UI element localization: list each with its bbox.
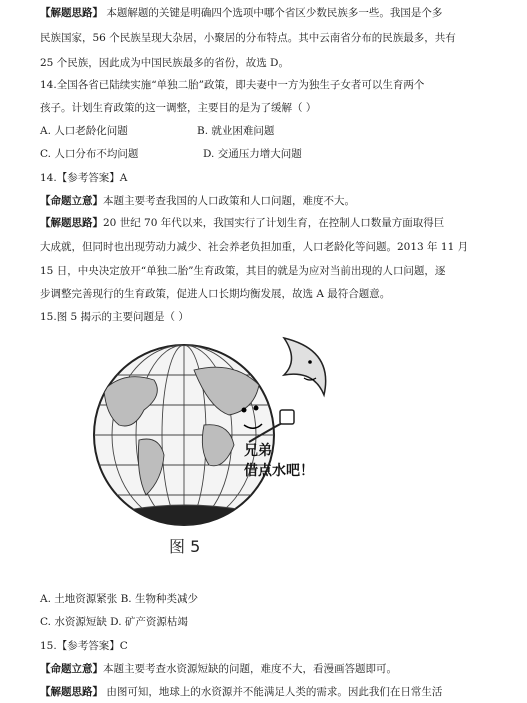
speech-line2: 借点水吧！ <box>244 463 314 479</box>
analysis-text: 20 世纪 70 年代以来，我国实行了计划生育，在控制人口数量方面取得巨 <box>103 217 445 229</box>
intent-text: 本题主要考查我国的人口政策和人口问题，难度不大。 <box>103 195 355 207</box>
q15-stem: 15.图 5 揭示的主要问题是（ ） <box>40 311 189 323</box>
q14-option-d: D. 交通压力增大问题 <box>203 148 302 160</box>
q14-analysis-line2: 大成就，但同时也出现劳动力减少、社会养老负担加重，人口老龄化等问题。2013 年 11 月 <box>40 241 469 253</box>
q14-analysis-line4: 步调整完善现行的生育政策，促进人口长期均衡发展，故选 A 最符合题意。 <box>40 288 391 300</box>
q14-option-b: B. 就业困难问题 <box>197 125 275 137</box>
analysis-tag: 【解题思路】 <box>40 217 103 229</box>
q15-options-cd: C. 水资源短缺 D. 矿产资源枯竭 <box>40 616 188 628</box>
q14-analysis-line1 <box>40 216 444 230</box>
q13-analysis-line3: 25 个民族，因此成为中国民族最多的省份，故选 D。 <box>40 57 289 69</box>
analysis-text: 由图可知，地球上的水资源并不能满足人类的需求。因此我们在日常生活 <box>106 686 443 698</box>
q15-intent-line <box>40 662 397 676</box>
figure-caption: 图 5 <box>169 537 201 556</box>
intent-tag: 【命题立意】 <box>40 195 103 207</box>
analysis-tag: 【解题思路】 <box>40 7 103 19</box>
q15-analysis-line1 <box>40 685 442 699</box>
q15-answer: 15.【参考答案】C <box>40 640 128 652</box>
q14-option-a: A. 人口老龄化问题 <box>40 125 128 137</box>
globe-illustration <box>89 340 294 530</box>
q13-analysis-line2: 民族国家，56 个民族呈现大杂居，小聚居的分布特点。其中云南省分布的民族最多，共有 <box>40 32 456 44</box>
speech-line1: 兄弟 <box>244 443 272 459</box>
q14-answer: 14.【参考答案】A <box>40 172 128 184</box>
q13-analysis-line1 <box>40 6 442 20</box>
q14-stem-line2: 孩子。计划生育政策的这一调整，主要目的是为了缓解（ ） <box>40 102 317 114</box>
intent-text: 本题主要考查水资源短缺的问题，难度不大，看漫画答题即可。 <box>103 663 397 675</box>
q14-stem-line1: 14.全国各省已陆续实施“单独二胎”政策，即夫妻中一方为独生子女者可以生育两个 <box>40 79 425 91</box>
analysis-tag: 【解题思路】 <box>40 686 103 698</box>
moon-illustration <box>284 338 326 395</box>
figure-5-cartoon <box>84 330 344 560</box>
q14-analysis-line3: 15 日，中央决定放开“单独二胎”生育政策，其目的就是为应对当前出现的人口问题，逐 <box>40 265 446 277</box>
q14-option-c: C. 人口分布不均问题 <box>40 148 139 160</box>
analysis-text: 本题解题的关键是明确四个选项中哪个省区少数民族多一些。我国是个多 <box>106 7 443 19</box>
q15-options-ab: A. 土地资源紧张 B. 生物种类减少 <box>40 593 198 605</box>
intent-tag: 【命题立意】 <box>40 663 103 675</box>
q14-intent-line <box>40 194 355 208</box>
